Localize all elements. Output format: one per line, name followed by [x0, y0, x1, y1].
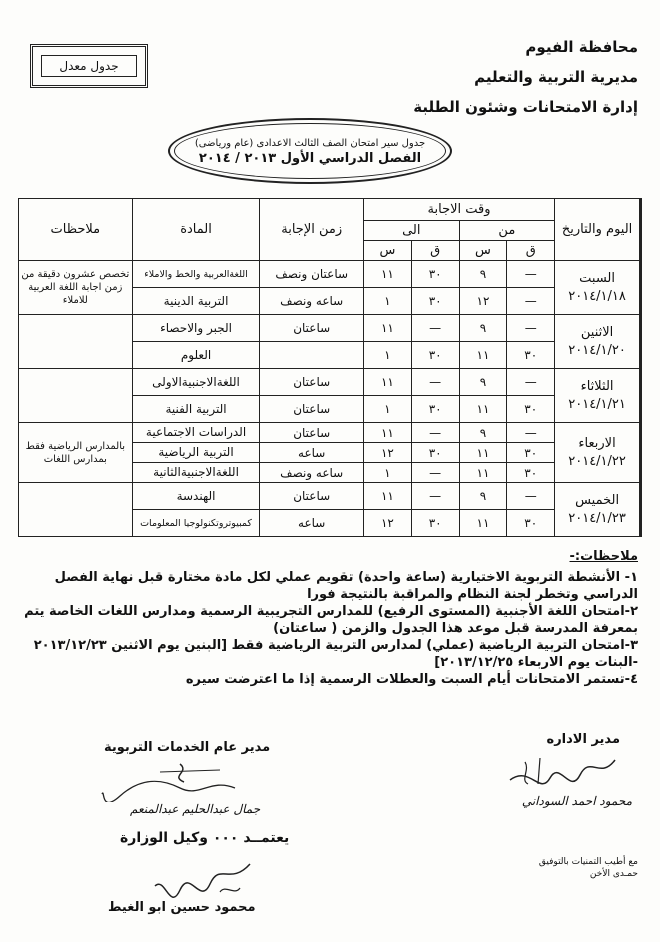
handwritten-signature-icon — [500, 750, 620, 790]
general-director-name: جمال عبدالحليم عبدالمنعم — [129, 802, 261, 816]
duration-cell: ساعه ونصف — [260, 288, 364, 315]
header-from-s: س — [459, 241, 507, 261]
to-hour-cell: ١ — [363, 463, 411, 483]
day-date-cell — [555, 261, 641, 315]
to-minute-cell: — — [411, 423, 459, 443]
table-row — [19, 369, 641, 396]
to-minute-cell: ٣٠ — [411, 288, 459, 315]
notes-cell — [19, 315, 133, 369]
notes-cell: بالمدارس الرياضية فقط بمدارس اللغات — [19, 423, 133, 483]
footer-note: مع أطيب التمنيات بالتوفيق حمـدى الأخن — [538, 857, 638, 879]
directorate-name: مديرية التربية والتعليم — [474, 68, 638, 86]
exam-date: ٢٠١٤/١/٢٠ — [568, 342, 626, 358]
from-minute-cell: — — [507, 288, 555, 315]
to-hour-cell: ١١ — [363, 261, 411, 288]
to-minute-cell: — — [411, 483, 459, 510]
subject-cell: العلوم — [132, 342, 260, 369]
header-duration: زمن الإجابة — [260, 199, 364, 261]
to-minute-cell: ٣٠ — [411, 261, 459, 288]
duration-cell: ساعتان — [260, 423, 364, 443]
handwritten-signature-icon — [150, 856, 260, 900]
from-minute-cell: ٣٠ — [507, 342, 555, 369]
from-hour-cell: ١١ — [459, 443, 507, 463]
exam-date: ٢٠١٤/١/١٨ — [568, 288, 626, 304]
duration-cell: ساعتان — [260, 396, 364, 423]
notes-cell — [19, 369, 133, 423]
from-hour-cell: ٩ — [459, 315, 507, 342]
exam-date: ٢٠١٤/١/٢٣ — [568, 510, 626, 526]
department-name: إدارة الامتحانات وشئون الطلبة — [413, 98, 638, 116]
ministry-approval: يعتمــد ٠٠٠ وكيل الوزارة — [120, 830, 290, 846]
header-notes: ملاحظات — [19, 199, 133, 261]
governorate-name: محافظة الفيوم — [525, 38, 638, 56]
table-row — [19, 261, 641, 288]
to-minute-cell: ٣٠ — [411, 396, 459, 423]
from-minute-cell: ٣٠ — [507, 443, 555, 463]
to-hour-cell: ١ — [363, 342, 411, 369]
header-subject: المادة — [132, 199, 260, 261]
to-hour-cell: ١٢ — [363, 443, 411, 463]
header-answer-time: وقت الاجابة — [363, 199, 554, 221]
modified-schedule-label: جدول معدل — [41, 55, 137, 77]
from-minute-cell: — — [507, 423, 555, 443]
subject-cell: الدراسات الاجتماعية — [132, 423, 260, 443]
from-hour-cell: ٩ — [459, 483, 507, 510]
undersecretary-name: محمود حسين ابو الغيط — [108, 900, 256, 915]
title-line-1: جدول سير امتحان الصف الثالث الاعدادى (عام ورياضى) — [194, 138, 426, 149]
from-minute-cell: ٣٠ — [507, 510, 555, 537]
day-name: الاثنين — [580, 324, 614, 340]
from-minute-cell: ٣٠ — [507, 463, 555, 483]
table-row — [19, 483, 641, 510]
header-block — [413, 32, 638, 122]
exam-date: ٢٠١٤/١/٢٢ — [568, 453, 626, 469]
to-hour-cell: ١١ — [363, 423, 411, 443]
duration-cell — [260, 342, 364, 369]
duration-cell: ساعه ونصف — [260, 463, 364, 483]
admin-director-signature — [521, 732, 632, 808]
schedule-body — [19, 261, 641, 537]
note-item: ٤-تستمر الامتحانات أيام السبت والعطلات الرسمية إذا ما اعترضت سيره — [185, 672, 638, 687]
subject-cell: اللغةالعربية والخط والاملاء — [132, 261, 260, 288]
from-minute-cell: ٣٠ — [507, 396, 555, 423]
duration-cell: ساعه — [260, 443, 364, 463]
to-hour-cell: ١١ — [363, 315, 411, 342]
header-to-s: س — [363, 241, 411, 261]
title-line-2: الفصل الدراسي الأول ٢٠١٣ / ٢٠١٤ — [198, 151, 422, 166]
table-row — [19, 315, 641, 342]
day-date-cell — [555, 369, 641, 423]
from-hour-cell: ٩ — [459, 261, 507, 288]
day-name: الاربعاء — [578, 435, 616, 451]
day-name: السبت — [579, 270, 615, 286]
exam-date: ٢٠١٤/١/٢١ — [568, 396, 626, 412]
header-day-date: اليوم والتاريخ — [555, 199, 641, 261]
from-hour-cell: ٩ — [459, 369, 507, 396]
to-minute-cell: ٣٠ — [411, 342, 459, 369]
subject-cell: الجبر والاحصاء — [132, 315, 260, 342]
duration-cell: ساعه — [260, 510, 364, 537]
subject-cell: اللغةالاجنبيةالثانية — [132, 463, 260, 483]
to-hour-cell: ١ — [363, 396, 411, 423]
header-to-q: ق — [411, 241, 459, 261]
notes-cell — [19, 483, 133, 537]
day-name: الخميس — [575, 492, 620, 508]
to-minute-cell: ٣٠ — [411, 443, 459, 463]
header-to: الى — [363, 221, 459, 241]
day-date-cell — [555, 315, 641, 369]
general-director-signature — [104, 740, 271, 816]
admin-director-name: محمود احمد السوداني — [521, 794, 632, 808]
to-minute-cell: — — [411, 315, 459, 342]
to-hour-cell: ١٢ — [363, 510, 411, 537]
duration-cell: ساعتان ونصف — [260, 261, 364, 288]
subject-cell: التربية الرياضية — [132, 443, 260, 463]
header-from-q: ق — [507, 241, 555, 261]
general-director-title: مدير عام الخدمات التربوية — [104, 740, 271, 755]
to-minute-cell: — — [411, 463, 459, 483]
notes-title: ملاحظات:- — [569, 549, 638, 564]
subject-cell: التربية الدينية — [132, 288, 260, 315]
duration-cell: ساعتان — [260, 315, 364, 342]
day-date-cell — [555, 423, 641, 483]
notes-cell: تخصص عشرون دقيقة من زمن اجابة اللغة العربية للاملاء — [19, 261, 133, 315]
subject-cell: الهندسة — [132, 483, 260, 510]
subject-cell: التربية الفنية — [132, 396, 260, 423]
to-hour-cell: ١١ — [363, 369, 411, 396]
from-minute-cell: — — [507, 261, 555, 288]
from-minute-cell: — — [507, 483, 555, 510]
duration-cell: ساعتان — [260, 483, 364, 510]
subject-cell: كمبيوتروتكنولوجيا المعلومات — [132, 510, 260, 537]
subject-cell: اللغةالاجنبيةالاولى — [132, 369, 260, 396]
to-minute-cell: — — [411, 369, 459, 396]
admin-director-title: مدير الاداره — [546, 732, 620, 747]
exam-schedule-table — [18, 198, 642, 537]
note-item: ٢-امتحان اللغة الأجنبية (المستوى الرفيع) للمدارس التجريبية الرسمية ومدارس اللغات الخاصة يتم بمعرفة المدرسة قبل موعد هذا الجدول والزمن ( ساعتان) — [24, 604, 638, 636]
title-oval — [168, 118, 452, 184]
from-hour-cell: ١٢ — [459, 288, 507, 315]
table-row — [19, 423, 641, 443]
note-item: ١- الأنشطة التربوية الاختيارية (ساعة واحدة) تقويم عملي لكل مادة مختارة قبل نهاية الفصل الدراسي وتخطر لجنة النظام والمراقبة بالنتيجة فورا — [54, 570, 638, 602]
modified-schedule-box — [30, 44, 148, 88]
from-hour-cell: ١١ — [459, 463, 507, 483]
to-hour-cell: ١ — [363, 288, 411, 315]
notes-section — [18, 548, 638, 688]
handwritten-signature-icon — [100, 758, 240, 802]
day-name: الثلاثاء — [580, 378, 614, 394]
header-from: من — [459, 221, 555, 241]
from-minute-cell: — — [507, 369, 555, 396]
from-minute-cell: — — [507, 315, 555, 342]
from-hour-cell: ١١ — [459, 396, 507, 423]
from-hour-cell: ١١ — [459, 342, 507, 369]
note-item: ٣-امتحان التربية الرياضية (عملي) لمدارس التربية الرياضية فقط [البنين يوم الاثنين ٢٠١٣/١٢/٢٣ -البنات يوم الاربعاء ٢٠١٣/١٢/٢٥] — [33, 638, 638, 670]
from-hour-cell: ٩ — [459, 423, 507, 443]
day-date-cell — [555, 483, 641, 537]
to-hour-cell: ١١ — [363, 483, 411, 510]
duration-cell: ساعتان — [260, 369, 364, 396]
to-minute-cell: ٣٠ — [411, 510, 459, 537]
from-hour-cell: ١١ — [459, 510, 507, 537]
